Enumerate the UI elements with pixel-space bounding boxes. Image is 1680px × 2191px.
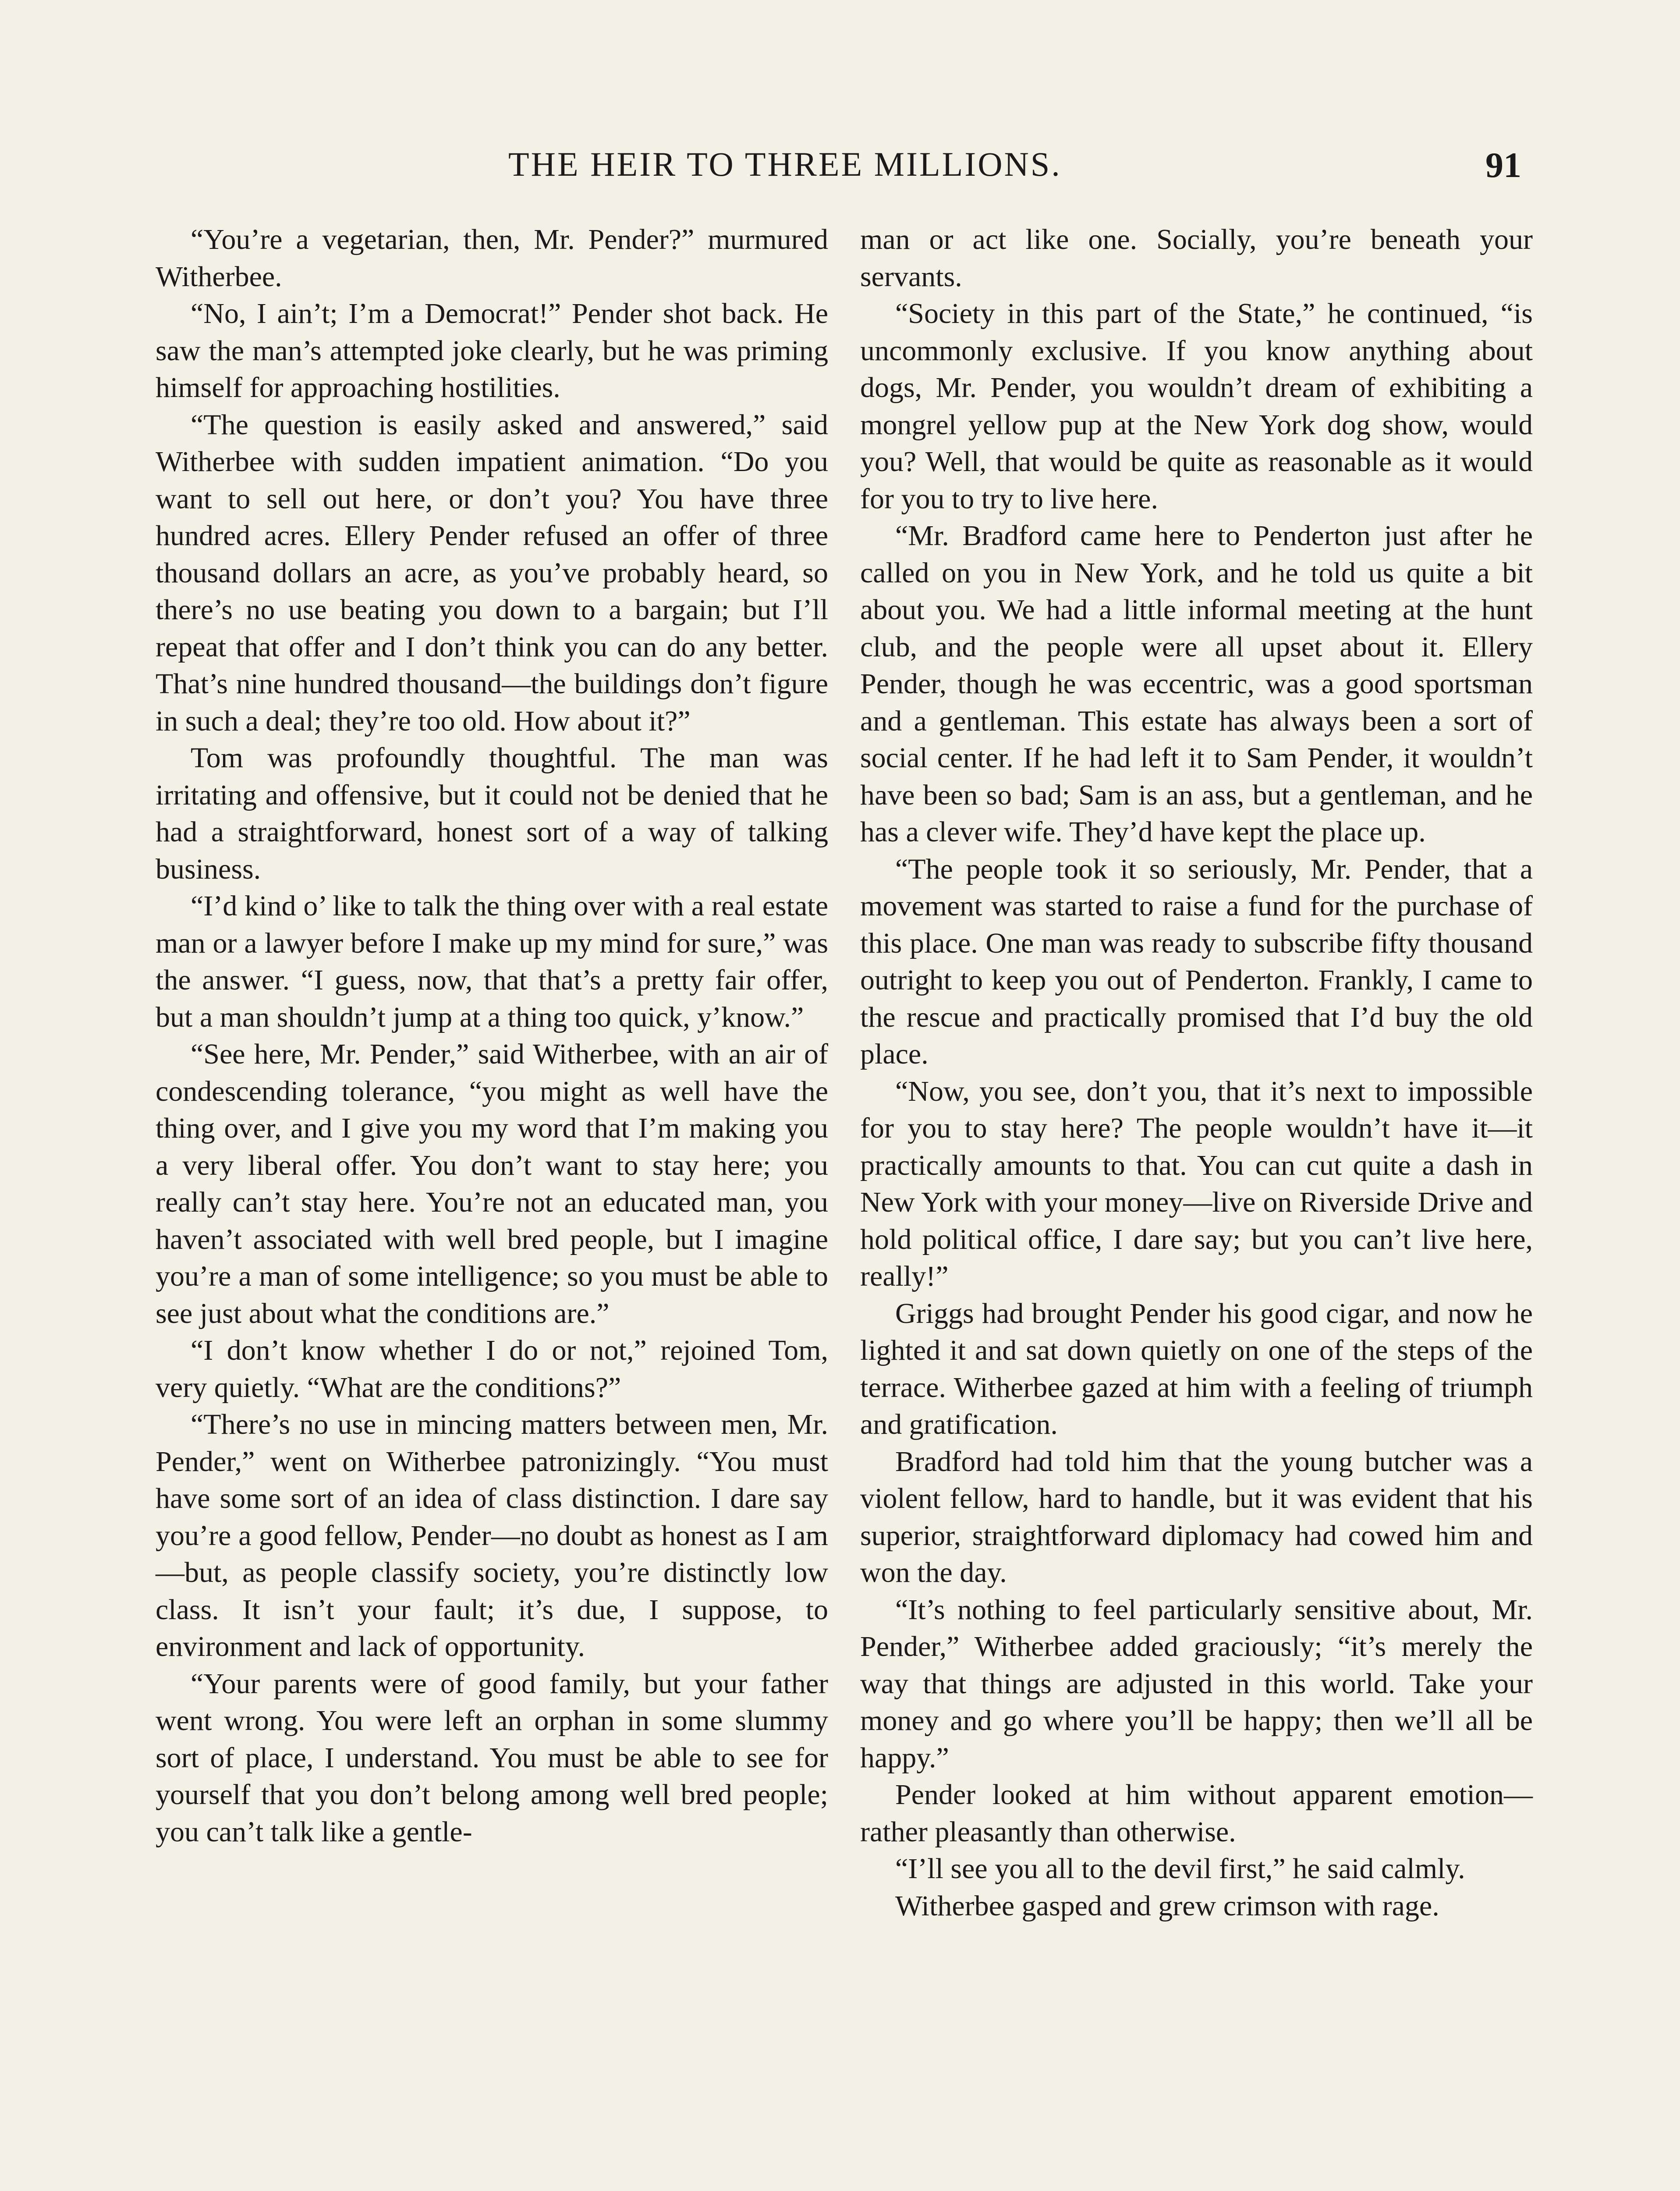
paragraph: Tom was profoundly thoughtful. The man was irritating and offensive, but it could not be denied that he had a straightforward, honest sort of a way of talking business. [156, 742, 828, 885]
paragraph: “I’ll see you all to the devil first,” he said calmly. [895, 1853, 1465, 1885]
paragraph: “It’s nothing to feel particularly sensitive about, Mr. Pender,” Witherbee added graciously; “it’s merely the way that things are adjusted in this world. Take your money and go where you’ll be happy; then we’ll all be happy.” [860, 1593, 1533, 1774]
running-title: THE HEIR TO THREE MILLIONS. [508, 145, 1062, 183]
paragraph: “The question is easily asked and answered,” said Witherbee with sudden impatient animation. “Do you want to sell out here, or don’t you? You have three hundred acres. Ellery Pender refused an offer of three thousand dollars an acre, as you’ve probably heard, so there’s no use beating you down to a bargain; but I’ll repeat that offer and I don’t think you can do any better. That’s nine hundred thousand—the buildings don’t figure in such a deal; they’re too old. How about it?” [156, 408, 828, 737]
paragraph: “No, I ain’t; I’m a Democrat!” Pender shot back. He saw the man’s attempted joke clearly, but he was priming himself for approaching hostilities. [156, 298, 828, 404]
paragraph: “There’s no use in mincing matters between men, Mr. Pender,” went on Witherbee patronizingly. “You must have some sort of an idea of class distinction. I dare say you’re a good fellow, Pender—no doubt as honest as I am—but, as people classify society, you’re distinctly low class. It isn’t your fault; it’s due, I suppose, to environment and lack of opportunity. [156, 1408, 828, 1663]
paragraph: “Your parents were of good family, but your father went wrong. You were left an orphan in some slummy sort of place, I understand. You must be able to see for yourself that you don’t belong among well bred people; you can’t talk like a gentle- [156, 1667, 828, 1848]
paragraph: Griggs had brought Pender his good cigar, and now he lighted it and sat down quietly on one of the steps of the terrace. Witherbee gazed at him with a feeling of triumph and gratification. [860, 1297, 1533, 1440]
paragraph: Witherbee gasped and grew crimson with rage. [895, 1890, 1439, 1922]
left-text-column [156, 221, 828, 1851]
paragraph: Bradford had told him that the young butcher was a violent fellow, hard to handle, but it was evident that his superior, straightforward diplomacy had cowed him and won the day. [860, 1445, 1533, 1588]
paragraph: “I don’t know whether I do or not,” rejoined Tom, very quietly. “What are the conditions?” [156, 1334, 828, 1404]
paragraph: “I’d kind o’ like to talk the thing over with a real estate man or a lawyer before I make up my mind for sure,” was the answer. “I guess, now, that that’s a pretty fair offer, but a man shouldn’t jump at a thing too quick, y’know.” [156, 890, 828, 1033]
paragraph-continuation: man or act like one. Socially, you’re beneath your servants. [860, 223, 1533, 293]
paragraph: “You’re a vegetarian, then, Mr. Pender?” murmured Witherbee. [156, 223, 828, 293]
paragraph: “Mr. Bradford came here to Penderton just after he called on you in New York, and he told us quite a bit about you. We had a little informal meeting at the hunt club, and the people were all upset about it. Ellery Pender, though he was eccentric, was a good sportsman and a gentleman. This estate has always been a sort of social center. If he had left it to Sam Pender, it wouldn’t have been so bad; Sam is an ass, but a gentleman, and he has a clever wife. They’d have kept the place up. [860, 520, 1533, 848]
paragraph: “Now, you see, don’t you, that it’s next to impossible for you to stay here? The people wouldn’t have it—it practically amounts to that. You can cut quite a dash in New York with your money—live on Riverside Drive and hold political office, I dare say; but you can’t live here, really!” [860, 1075, 1533, 1292]
paragraph: Pender looked at him without apparent emotion—rather pleasantly than otherwise. [860, 1779, 1533, 1848]
paragraph: “The people took it so seriously, Mr. Pender, that a movement was started to raise a fund for the purchase of this place. One man was ready to subscribe fifty thousand outright to keep you out of Penderton. Frankly, I came to the rescue and practically promised that I’d buy the old place. [860, 853, 1533, 1070]
page-header [0, 145, 1680, 193]
paragraph: “Society in this part of the State,” he continued, “is uncommonly exclusive. If you know anything about dogs, Mr. Pender, you wouldn’t dream of exhibiting a mongrel yellow pup at the New York dog show, would you? Well, that would be quite as reasonable as it would for you to try to live here. [860, 298, 1533, 515]
right-text-column [860, 221, 1533, 1925]
page-number: 91 [1485, 145, 1521, 185]
paragraph: “See here, Mr. Pender,” said Witherbee, with an air of condescending tolerance, “you might as well have the thing over, and I give you my word that I’m making you a very liberal offer. You don’t want to stay here; you really can’t stay here. You’re not an educated man, you haven’t associated with well bred people, but I imagine you’re a man of some intelligence; so you must be able to see just about what the conditions are.” [156, 1038, 828, 1329]
